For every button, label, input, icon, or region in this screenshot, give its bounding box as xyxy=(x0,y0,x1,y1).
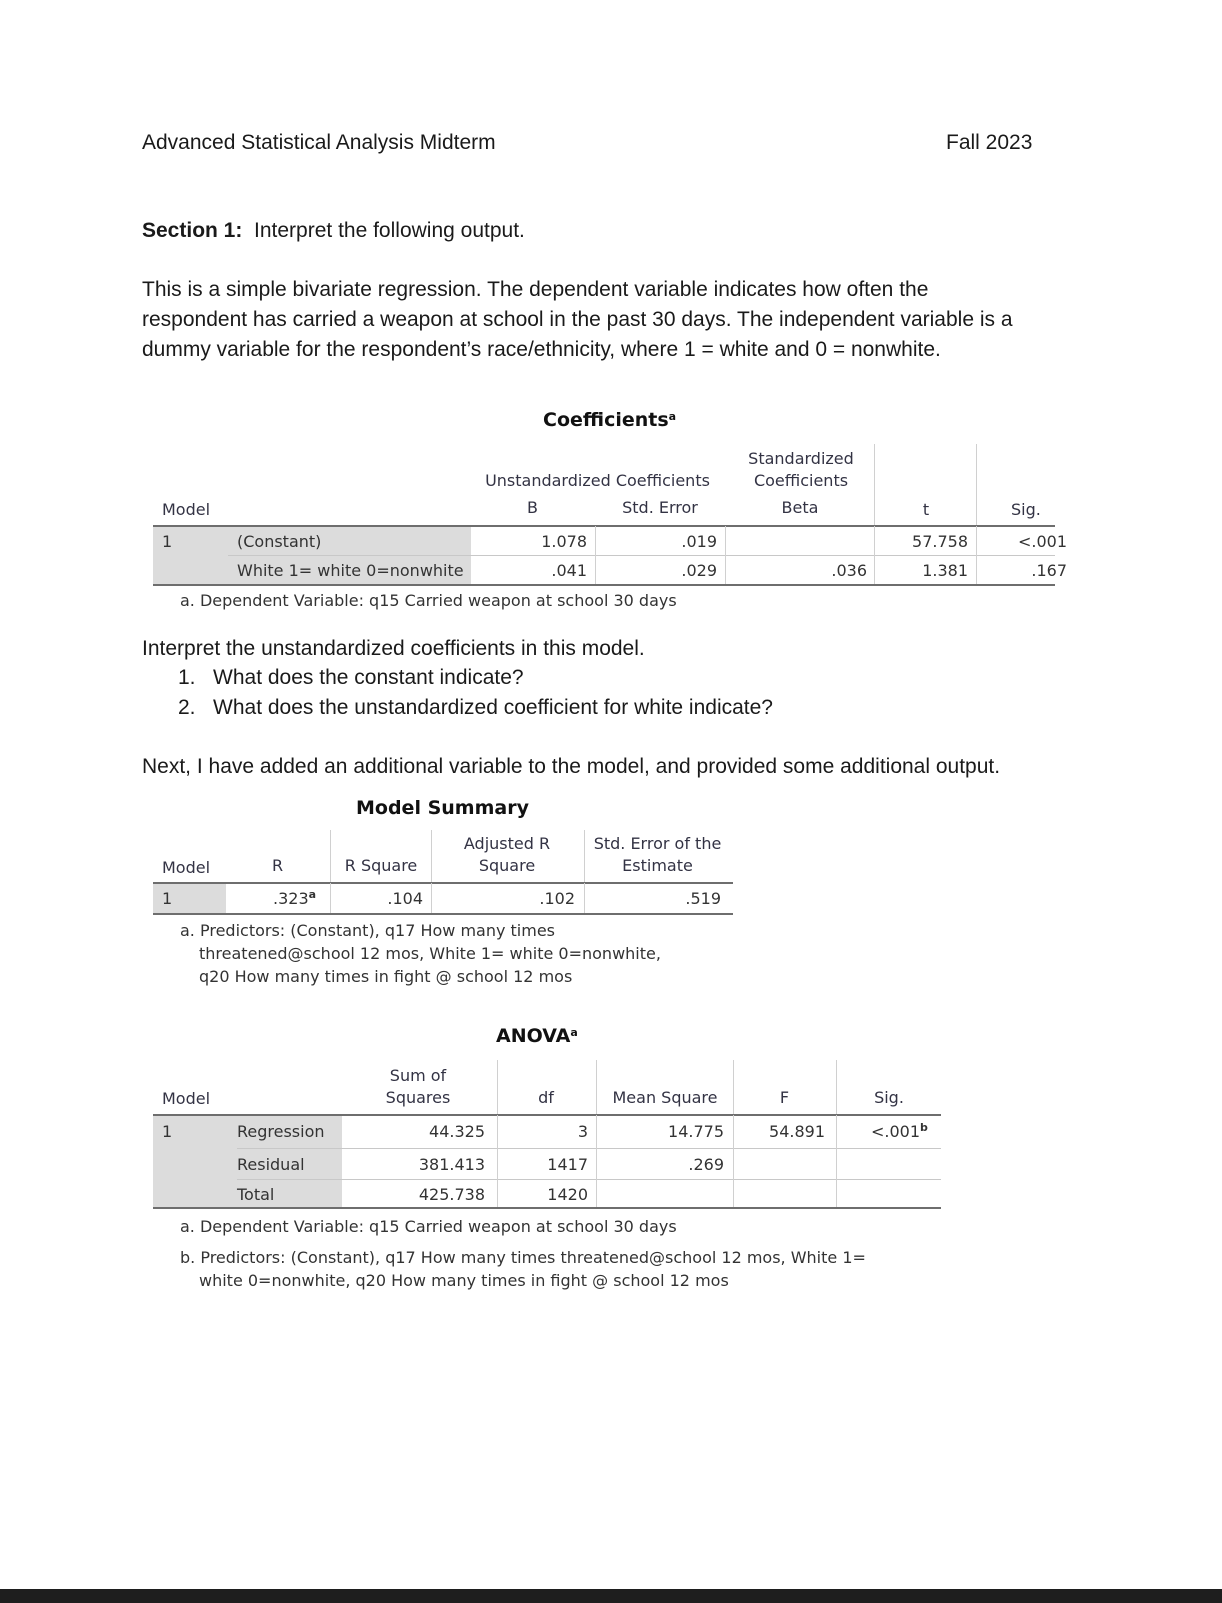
sig-col-header: Sig. xyxy=(1011,500,1041,519)
model-col-header: Model xyxy=(162,858,211,877)
bottom-bar xyxy=(0,1589,1222,1603)
term-label: Fall 2023 xyxy=(946,131,1033,154)
df-col-header: df xyxy=(538,1088,554,1107)
question-text: What does the constant indicate? xyxy=(213,666,524,689)
model-col-header: Model xyxy=(162,1089,211,1108)
std-coef-header: Standardized Coefficients xyxy=(748,449,854,490)
question-text: What does the unstandardized coefficient for white indicate? xyxy=(213,696,773,719)
mean-square-col-header: Mean Square xyxy=(612,1088,718,1107)
intro-line: dummy variable for the respondent’s race/ethnicity, where 1 = white and 0 = nonwhite. xyxy=(142,338,941,361)
r-value: .323$^a$ xyxy=(273,888,317,908)
std-error-estimate-value: .519 xyxy=(685,889,721,908)
sig-value: <.001$^b$ xyxy=(871,1121,928,1141)
model-col-header: Model xyxy=(162,500,211,519)
sum-of-squares-value: 425.738 xyxy=(418,1185,485,1204)
coefficients-footnote: a. Dependent Variable: q15 Carried weapon at school 30 days xyxy=(180,591,677,610)
std-error-value: .019 xyxy=(681,532,717,551)
row-label: Residual xyxy=(237,1155,305,1174)
mean-square-value: .269 xyxy=(688,1155,724,1174)
sum-of-squares-value: 381.413 xyxy=(418,1155,485,1174)
t-value: 1.381 xyxy=(922,561,968,580)
model-summary-footnote: a. Predictors: (Constant), q17 How many times threatened@school 12 mos, White 1= white 0=nonwhite, q20 How many times in fight @ school 12 mos xyxy=(180,921,661,986)
unstd-coef-header: Unstandardized Coefficients xyxy=(485,471,710,490)
anova-footnotes: a. Dependent Variable: q15 Carried weapon at school 30 days b. Predictors: (Constant), q17 How many times threatened@school 12 mos, White 1= white 0=nonwhite, q20 How many times in fight @ school 12 mos xyxy=(180,1217,866,1290)
row-label: (Constant) xyxy=(237,532,322,551)
question-number: 2. xyxy=(178,696,196,719)
adjusted-r-square-col-header: Adjusted R Square xyxy=(463,834,551,875)
row-label: Regression xyxy=(237,1122,325,1141)
section-label: Section 1: xyxy=(142,219,243,242)
anova-title: ANOVA$^a$ xyxy=(496,1025,578,1047)
row-label: White 1= white 0=nonwhite xyxy=(237,561,464,580)
section-heading xyxy=(142,216,525,246)
t-value: 57.758 xyxy=(912,532,968,551)
t-col-header: t xyxy=(922,500,930,519)
f-col-header: F xyxy=(779,1088,790,1107)
std-error-value: .029 xyxy=(681,561,717,580)
question-item xyxy=(178,663,524,693)
std-error-estimate-col-header: Std. Error of the Estimate xyxy=(593,834,722,875)
r-col-header: R xyxy=(271,856,284,875)
model-summary-title: Model Summary xyxy=(356,797,529,819)
question-item xyxy=(178,693,773,723)
b-value: .041 xyxy=(551,561,587,580)
df-value: 3 xyxy=(577,1122,588,1141)
model-number: 1 xyxy=(162,532,173,551)
section-instruction: Interpret the following output. xyxy=(254,219,525,242)
intro-line: This is a simple bivariate regression. The dependent variable indicates how often the xyxy=(142,278,929,301)
model-number: 1 xyxy=(162,889,173,908)
b-col-header: B xyxy=(527,498,538,517)
sum-of-squares-value: 44.325 xyxy=(429,1122,485,1141)
next-paragraph: Next, I have added an additional variable to the model, and provided some additional output. xyxy=(142,755,1001,778)
sig-col-header: Sig. xyxy=(874,1088,904,1107)
row-label: Total xyxy=(237,1185,275,1204)
r-square-value: .104 xyxy=(387,889,423,908)
model-number: 1 xyxy=(162,1122,173,1141)
coefficients-title: Coefficients$^a$ xyxy=(543,409,677,431)
sig-value: <.001 xyxy=(1017,532,1067,551)
intro-paragraph xyxy=(142,275,1013,365)
question-number: 1. xyxy=(178,666,196,689)
std-error-col-header: Std. Error xyxy=(622,498,698,517)
mean-square-value: 14.775 xyxy=(668,1122,724,1141)
sum-of-squares-col-header: Sum of Squares xyxy=(385,1066,451,1107)
r-square-col-header: R Square xyxy=(344,856,418,875)
beta-col-header: Beta xyxy=(781,498,819,517)
document-title: Advanced Statistical Analysis Midterm xyxy=(142,131,496,154)
beta-value: .036 xyxy=(831,561,867,580)
intro-line: respondent has carried a weapon at school in the past 30 days. The independent variable is a xyxy=(142,308,1013,331)
questions-intro: Interpret the unstandardized coefficients in this model. xyxy=(142,637,645,660)
df-value: 1417 xyxy=(547,1155,588,1174)
adjusted-r-square-value: .102 xyxy=(539,889,575,908)
df-value: 1420 xyxy=(547,1185,588,1204)
sig-value: .167 xyxy=(1031,561,1067,580)
f-value: 54.891 xyxy=(769,1122,825,1141)
b-value: 1.078 xyxy=(541,532,587,551)
